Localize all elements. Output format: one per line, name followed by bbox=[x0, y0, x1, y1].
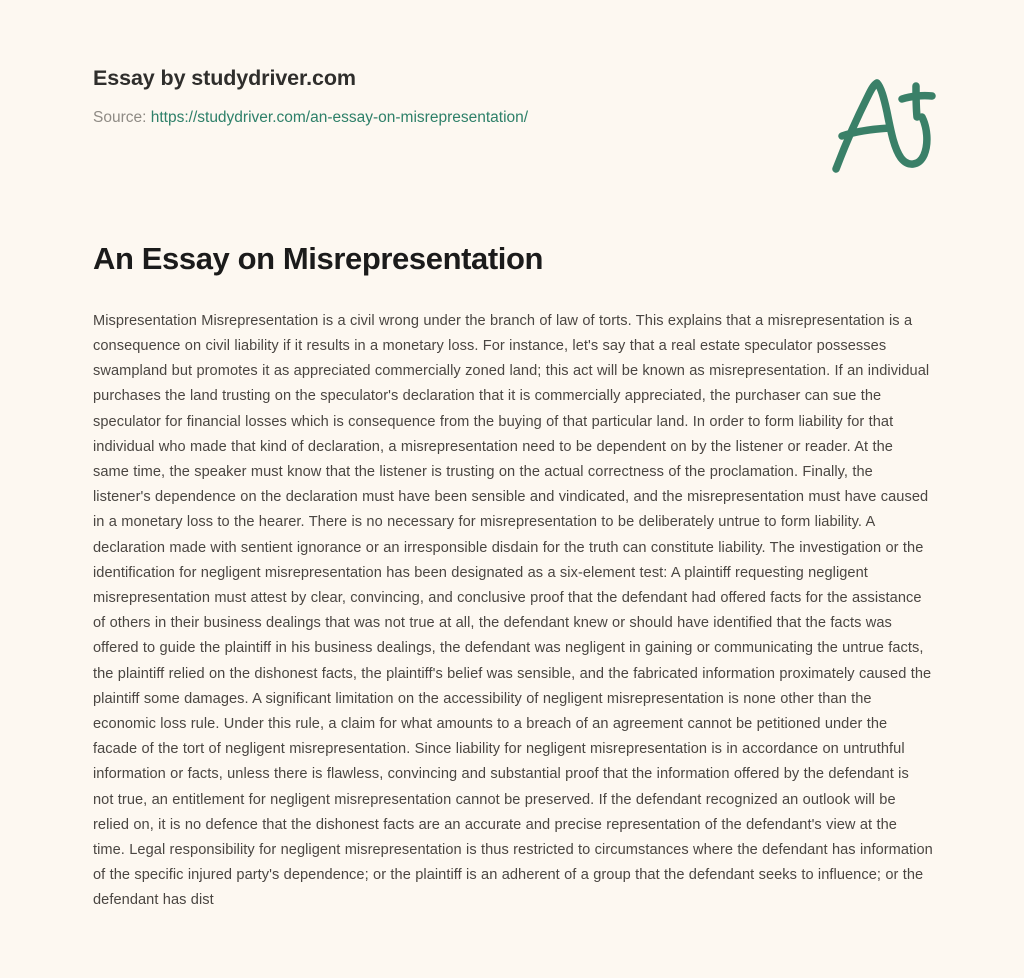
page-header bbox=[0, 0, 1024, 180]
a-plus-logo-icon bbox=[822, 74, 940, 178]
source-url-link[interactable]: https://studydriver.com/an-essay-on-misrepresentation/ bbox=[150, 108, 529, 126]
article-body-text: Mispresentation Misrepresentation is a civil wrong under the branch of law of torts. This explains that a misrepresentation is a consequence on civil liability if it results in a monetary loss. For instance, let's say that a real estate speculator possesses swampland but promotes it as appreciated commercially zoned land; this act will be known as misrepresentation. If an individual purchases the land trusting on the speculator's declaration that it is commercially appreciated, the purchaser can sue the speculator for financial losses which is consequence from the buying of that particular land. In order to form liability for that individual who made that kind of declaration, a misrepresentation need to be dependent on by the listener or reader. At the same time, the speaker must know that the listener is trusting on the actual correctness of the proclamation. Finally, the listener's dependence on the declaration must have been sensible and vindicated, and the misrepresentation must have caused in a monetary loss to the hearer. There is no necessary for misrepresentation to be deliberately untrue to form liability. A declaration made with sentient ignorance or an irresponsible disdain for the truth can constitute liability. The investigation or the identification for negligent misrepresentation has been designated as a six-element test: A plaintiff requesting negligent misrepresentation must attest by clear, convincing, and conclusive proof that the defendant had offered facts for the assistance of others in their business dealings that was not true at all, the defendant knew or should have identified that the facts was offered to guide the plaintiff in his business dealings, the defendant was negligent in gaining or communicating the untrue facts, the plaintiff relied on the dishonest facts, the plaintiff's belief was sensible, and the fabricated information proximately caused the plaintiff some damages. A significant limitation on the accessibility of negligent misrepresentation is none other than the economic loss rule. Under this rule, a claim for what amounts to a breach of an agreement cannot be petitioned under the facade of the tort of negligent misrepresentation. Since liability for negligent misrepresentation is in accordance on untruthful information or facts, unless there is flawless, convincing and substantial proof that the information offered by the defendant is not true, an entitlement for negligent misrepresentation cannot be preserved. If the defendant recognized an outlook will be relied on, it is no defence that the dishonest facts are an accurate and precise representation of the defendant's view at the time. Legal responsibility for negligent misrepresentation is thus restricted to circumstances where the defendant has information of the specific injured party's dependence; or the plaintiff is an adherent of a group that the defendant seeks to influence; or the defendant has dist bbox=[93, 312, 933, 909]
source-label: Source: bbox=[93, 108, 151, 126]
page-title: An Essay on Misrepresentation bbox=[93, 241, 544, 276]
brand-title: Essay by studydriver.com bbox=[93, 66, 356, 90]
article-container bbox=[0, 180, 1024, 978]
header-text-block bbox=[93, 62, 528, 128]
source-line bbox=[93, 108, 528, 128]
